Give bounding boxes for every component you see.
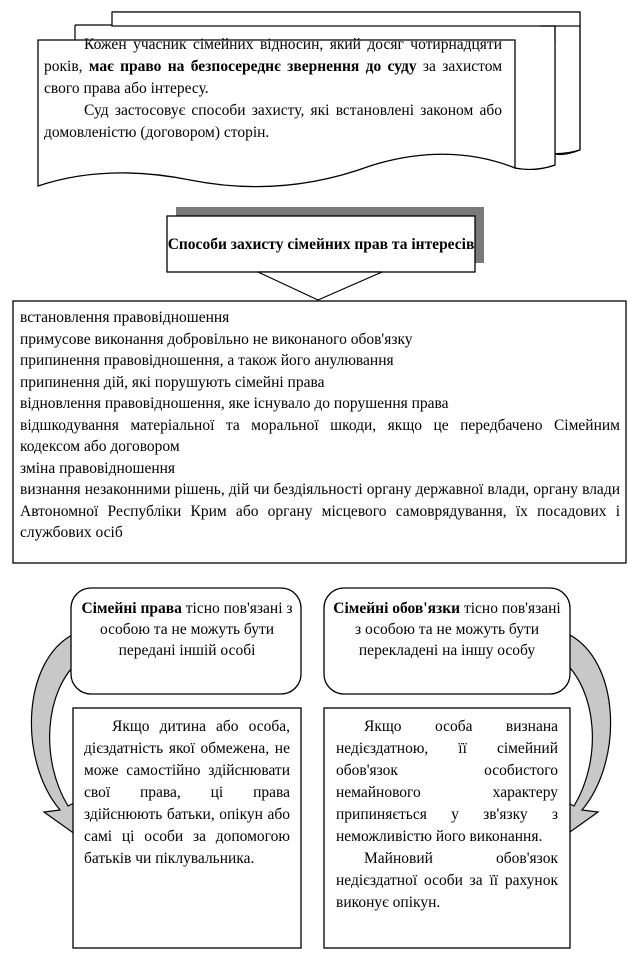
rights-heading: Сімейні права xyxy=(81,600,182,617)
methods-list xyxy=(20,307,620,544)
document-text xyxy=(44,34,502,144)
document-paragraph-1: Кожен учасник сімейних відносин, який досяг чотирнадцяти років, має право на безпосереднє звернення до суду за захистом свого права або інтересу. xyxy=(44,36,503,97)
method-item: встановлення правовідношення xyxy=(20,309,230,326)
document-paragraph-2: Суд застосовує способи захисту, які встановлені законом або домовленістю (договором) сторін. xyxy=(44,102,502,141)
duties-detail-paragraph-2: Майновий обов'язок недієздатної особи за її рахунок виконує опікун. xyxy=(336,850,558,911)
rights-detail-text: Якщо дитина або особа, дієздатність якої обмежена, не може самостійно здійснювати свої права, ці права здійснюють батьки, опікун або самі ці особи за допомогою батьків чи піклувальника. xyxy=(84,718,290,867)
method-item: визнання незаконними рішень, дій чи бездіяльності органу державної влади, органу влади Автономної Республіки Крим або органу місцевого самоврядування, їх посадових і службових осіб xyxy=(20,481,620,541)
method-item: припинення правовідношення, а також його анулювання xyxy=(20,352,394,369)
duties-heading: Сімейні обов'язки xyxy=(333,600,461,617)
document-emphasis: має право на безпосереднє звернення до суду xyxy=(88,58,417,75)
down-arrow-triangle xyxy=(258,272,382,300)
method-item: примусове виконання добровільно не виконаного обов'язку xyxy=(20,330,413,348)
method-item: припинення дій, які порушують сімейні права xyxy=(20,373,325,391)
method-item: зміна правовідношення xyxy=(20,459,176,477)
duties-box-text: Сімейні обов'язки тісно пов'язані з особою та не можуть бути перекладені на іншу особу xyxy=(333,600,561,659)
method-item: відновлення правовідношення, яке існувало до порушення права xyxy=(20,395,449,412)
header-title: Способи захисту сімейних прав та інтересів xyxy=(167,235,475,253)
duties-detail-text xyxy=(336,716,558,914)
method-item: відшкодування матеріальної та моральної шкоди, якщо це передбачено Сімейним кодексом або договором xyxy=(20,416,620,455)
rights-box-text: Сімейні права тісно пов'язані з особою та не можуть бути передані іншій особі xyxy=(81,600,293,659)
duties-detail-paragraph-1: Якщо особа визнана недієздатною, її сімейний обов'язок особистого немайнового характеру припиняється у зв'язку з неможливістю його виконання. xyxy=(336,718,558,845)
